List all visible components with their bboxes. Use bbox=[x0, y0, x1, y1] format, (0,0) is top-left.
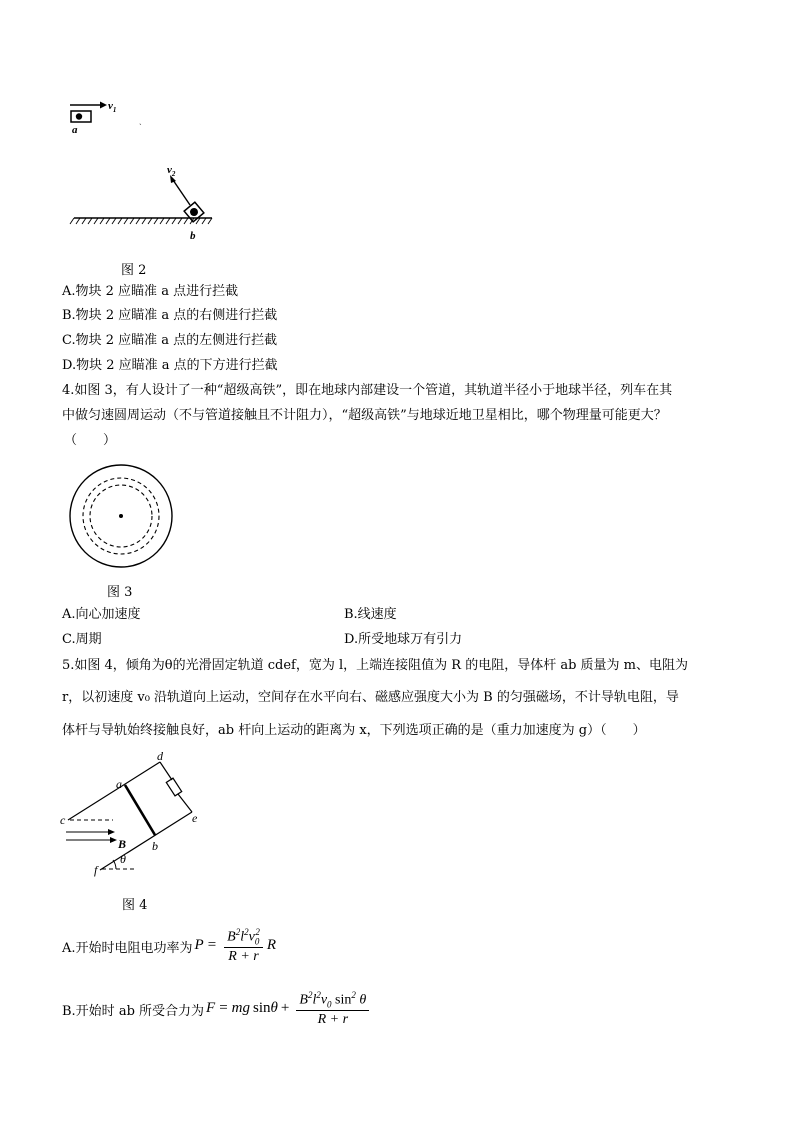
q5-stem-line-3: 体杆与导轨始终接触良好，ab 杆向上运动的距离为 x，下列选项正确的是（重力加速度为 g）（ ） bbox=[62, 723, 646, 738]
q5-option-b-text: B.开始时 ab 所受合力为 bbox=[62, 1003, 205, 1019]
q5-option-a-text: A.开始时电阻电功率为 bbox=[62, 940, 193, 956]
q4-option-c: C.周期 bbox=[62, 632, 102, 647]
figure-3-caption: 图 3 bbox=[107, 585, 133, 600]
q4-stem-line-1: 4.如图 3，有人设计了一种“超级高铁”，即在地球内部建设一个管道，其轨道半径小于地球半径，列车在其 bbox=[62, 383, 673, 398]
fig4-label-B: B bbox=[118, 837, 127, 851]
block-a bbox=[70, 102, 107, 123]
q4-option-b: B.线速度 bbox=[344, 607, 397, 622]
figure-4 bbox=[58, 752, 218, 880]
fig4-label-a: a bbox=[116, 777, 122, 791]
q5-stem-line-1: 5.如图 4，倾角为θ的光滑固定轨道 cdef，宽为 l，上端连接阻值为 R 的电阻，导体杆 ab 质量为 m、电阻为 bbox=[62, 658, 689, 673]
q3-option-b: B.物块 2 应瞄准 a 点的右侧进行拦截 bbox=[62, 308, 278, 323]
q5-stem-line-2: r，以初速度 v₀ 沿轨道向上运动，空间存在水平向右、磁感应强度大小为 B 的匀强磁场，不计导轨电阻，导 bbox=[62, 690, 679, 705]
fig2-label-b: b bbox=[190, 230, 196, 242]
fig4-label-d: d bbox=[157, 752, 163, 763]
q5-option-a bbox=[62, 926, 276, 966]
fig4-label-b: b bbox=[152, 839, 158, 853]
q5-option-a-formula: P = $\frac{B^2l^2v_0^2}{R + r}$ R bbox=[194, 926, 277, 965]
fig2-label-v2: $v_2$ bbox=[167, 164, 176, 178]
fig2-label-a: a bbox=[72, 124, 78, 136]
figure-3 bbox=[66, 463, 178, 575]
fig4-label-e: e bbox=[192, 811, 198, 825]
q4-option-a: A.向心加速度 bbox=[62, 607, 141, 622]
fig4-label-c: c bbox=[60, 813, 66, 827]
svg-text:ˎ: ˎ bbox=[139, 116, 142, 125]
q3-option-c: C.物块 2 应瞄准 a 点的左侧进行拦截 bbox=[62, 333, 278, 348]
q3-option-a: A.物块 2 应瞄准 a 点进行拦截 bbox=[62, 284, 239, 299]
q4-option-d: D.所受地球万有引力 bbox=[344, 632, 463, 647]
q5-option-b-formula: F = mg sin θ + $\frac{B^2l^2v_0 \sin^2 \theta}{R + r}$ bbox=[204, 990, 373, 1028]
q5-option-b bbox=[62, 988, 373, 1030]
q4-answer-paren: （ ） bbox=[64, 433, 117, 448]
figure-2 bbox=[60, 95, 260, 245]
fig4-label-f: f bbox=[94, 863, 98, 877]
figure-2-caption: 图 2 bbox=[121, 263, 147, 278]
figure-4-caption: 图 4 bbox=[122, 898, 148, 913]
fig4-label-theta: θ bbox=[120, 852, 126, 866]
fig2-label-v1: $v_1$ bbox=[108, 100, 117, 114]
block-b bbox=[170, 175, 204, 222]
q4-stem-line-2: 中做匀速圆周运动（不与管道接触且不计阻力），“超级高铁”与地球近地卫星相比，哪个物理量可能更大？ bbox=[62, 408, 667, 423]
q3-option-d: D.物块 2 应瞄准 a 点的下方进行拦截 bbox=[62, 358, 278, 373]
